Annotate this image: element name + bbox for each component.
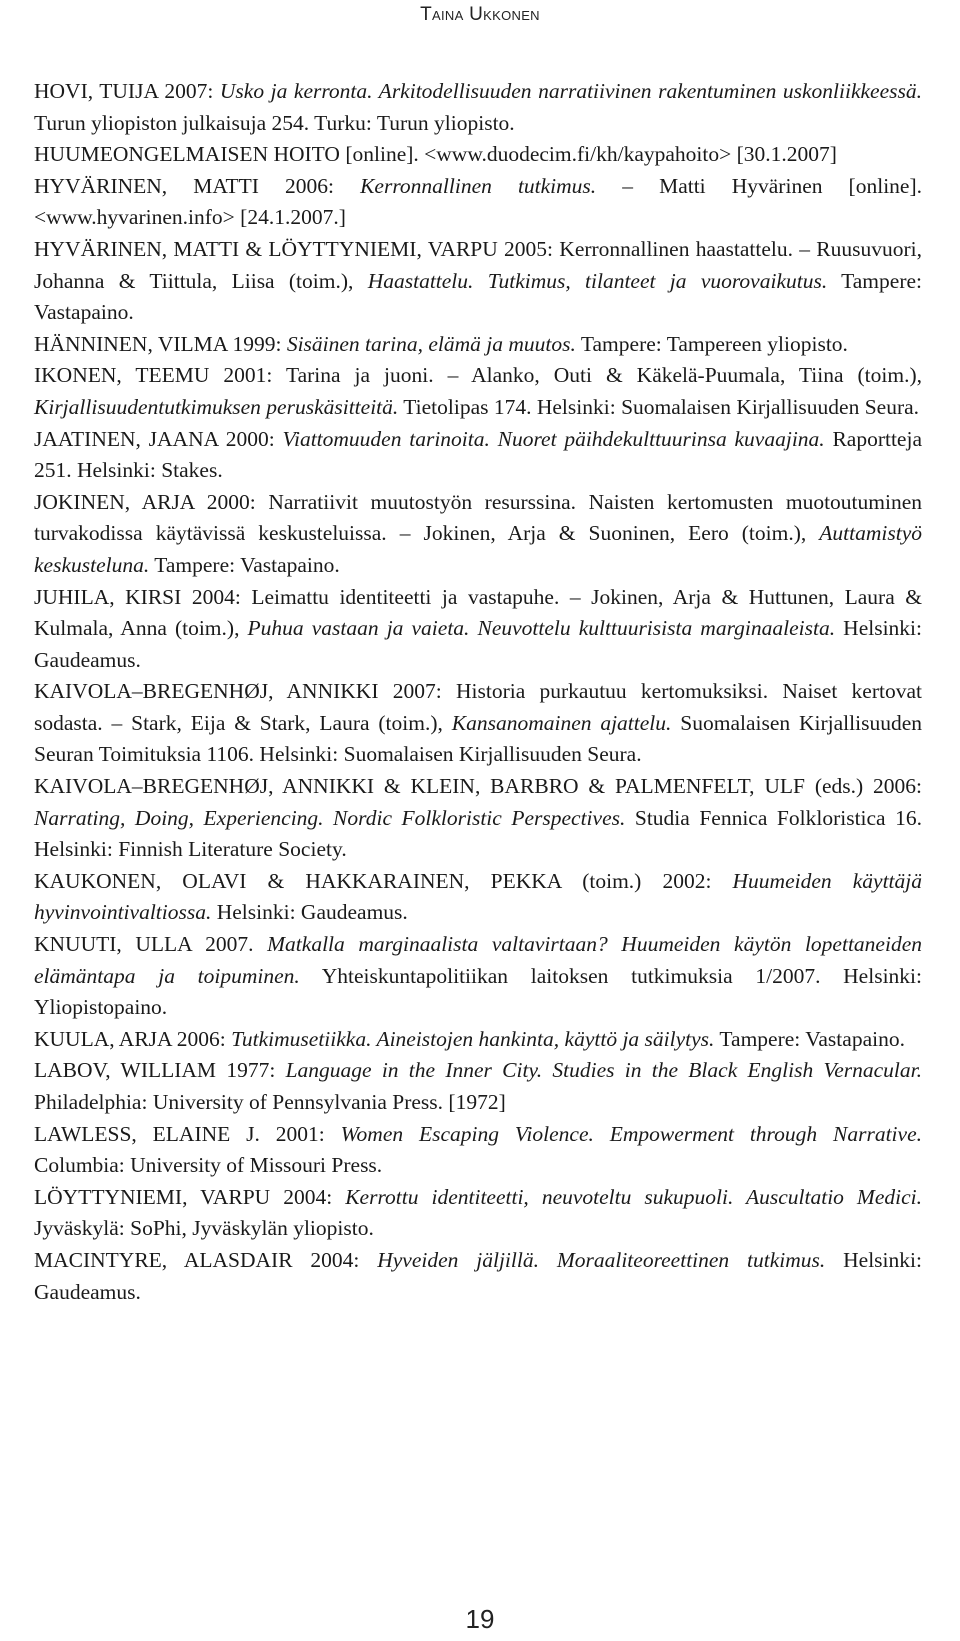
reference-title: Kirjallisuudentutkimuksen peruskäsitteitä. xyxy=(34,394,399,419)
reference-text: 2004: Leimattu identiteetti ja vastapuhe. – Jokinen, Arja & Huttunen, Laura & Kulmala, Anna (toim.), xyxy=(34,584,922,641)
reference-author: LÖYTTYNIEMI, VARPU xyxy=(34,1184,271,1209)
reference-text: Raportteja 251. Helsinki: Stakes. xyxy=(34,426,922,483)
reference-entry xyxy=(34,1055,922,1118)
reference-entry xyxy=(34,771,922,866)
reference-author: KAUKONEN, OLAVI & HAKKARAINEN, PEKKA xyxy=(34,868,562,893)
reference-author: LABOV, WILLIAM xyxy=(34,1058,217,1083)
reference-author: JOKINEN, ARJA xyxy=(34,489,195,514)
reference-text: 2000: xyxy=(217,426,283,451)
reference-title: Narrating, Doing, Experiencing. Nordic Folkloristic Perspectives. xyxy=(34,805,626,830)
reference-entry xyxy=(34,866,922,929)
reference-text: Helsinki: Gaudeamus. xyxy=(211,900,408,925)
reference-title: Usko ja kerronta. Arkitodellisuuden narratiivinen rakentuminen uskonliikkeessä. xyxy=(219,79,922,103)
reference-title: Matkalla marginaalista valtavirtaan? Huumeiden käytön lopettaneiden elämäntapa ja toipuminen. xyxy=(34,932,922,988)
reference-text: 2004: xyxy=(270,1184,346,1209)
reference-title: Kerronnallinen tutkimus. xyxy=(360,173,597,198)
reference-entry xyxy=(34,676,922,771)
reference-entry xyxy=(34,171,922,234)
reference-author: MACINTYRE, ALASDAIR xyxy=(34,1247,293,1272)
reference-text: Jyväskylä: SoPhi, Jyväskylän yliopisto. xyxy=(34,1216,374,1241)
reference-title: Kansanomainen ajattelu. xyxy=(451,710,672,735)
reference-entry xyxy=(34,1024,922,1056)
reference-title: Haastattelu. Tutkimus, tilanteet ja vuorovaikutus. xyxy=(367,268,828,293)
reference-text: 2007. xyxy=(191,932,268,957)
reference-text: Yhteiskuntapolitiikan laitoksen tutkimuksia 1/2007. Helsinki: Yliopistopaino. xyxy=(34,963,922,1020)
reference-entry xyxy=(34,1182,922,1245)
page-number: 19 xyxy=(465,1604,495,1634)
reference-text: Turun yliopiston julkaisuja 254. Turku: Turun yliopisto. xyxy=(34,110,515,135)
reference-text: – Matti Hyvärinen [online]. <www.hyvarinen.info> [24.1.2007.] xyxy=(34,173,922,230)
reference-author: JAATINEN, JAANA xyxy=(34,426,218,451)
reference-list xyxy=(34,76,922,1308)
reference-author: KUULA, ARJA xyxy=(34,1026,172,1051)
reference-text: 1977: xyxy=(216,1058,286,1083)
reference-entry xyxy=(34,360,922,423)
reference-title: Tutkimusetiikka. Aineistojen hankinta, käyttö ja säilytys. xyxy=(231,1026,715,1051)
reference-entry xyxy=(34,234,922,329)
reference-text: 2001: xyxy=(259,1121,341,1146)
reference-author: KNUUTI, ULLA xyxy=(34,932,192,957)
reference-text: Helsinki: Gaudeamus. xyxy=(34,616,922,672)
reference-text: (toim.) 2002: xyxy=(561,868,733,893)
reference-entry xyxy=(34,329,922,361)
reference-author: HÄNNINEN, VILMA xyxy=(34,331,228,356)
reference-title: Sisäinen tarina, elämä ja muutos. xyxy=(286,331,576,356)
reference-text: Tampere: Vastapaino. xyxy=(34,268,922,325)
reference-text: Columbia: University of Missouri Press. xyxy=(34,1153,383,1178)
reference-author: HUUMEONGELMAISEN HOITO xyxy=(34,142,340,167)
reference-text: (eds.) 2006: xyxy=(805,774,922,799)
reference-text: 2007: Historia purkautuu kertomuksiksi. Naiset kertovat sodasta. – Stark, Eija & Stark, Laura (toim.), xyxy=(34,679,922,735)
reference-text: Tampere: Vastapaino. xyxy=(149,552,340,577)
reference-text: 2000: Narratiivit muutostyön resurssina. Naisten kertomusten muotoutuminen turvakodissa käytävissä keskusteluissa. – Jokinen, Arja & Suoninen, Eero (toim.), xyxy=(34,489,923,546)
reference-author: HYVÄRINEN, MATTI xyxy=(34,173,259,198)
reference-entry xyxy=(34,76,922,139)
reference-author: JUHILA, KIRSI xyxy=(34,584,182,609)
reference-text: 2001: Tarina ja juoni. – Alanko, Outi & Käkelä-Puumala, Tiina (toim.), xyxy=(209,363,922,388)
reference-text: [online]. <www.duodecim.fi/kh/kaypahoito> [30.1.2007] xyxy=(339,142,837,167)
reference-text: 2007: xyxy=(157,79,220,103)
reference-title: Huumeiden käyttäjä hyvinvointivaltiossa. xyxy=(34,868,922,925)
reference-author: HOVI, TUIJA xyxy=(34,79,158,103)
reference-entry xyxy=(34,1245,922,1308)
reference-author: IKONEN, TEEMU xyxy=(34,363,210,388)
reference-author: HYVÄRINEN, MATTI & LÖYTTYNIEMI, VARPU xyxy=(34,236,498,261)
reference-title: Viattomuuden tarinoita. Nuoret päihdekulttuurinsa kuvaajina. xyxy=(282,426,825,451)
reference-text: Tampere: Tampereen yliopisto. xyxy=(575,331,848,356)
reference-entry xyxy=(34,424,922,487)
running-header: Taina Ukkonen xyxy=(420,4,540,25)
reference-entry xyxy=(34,582,922,677)
reference-text: Philadelphia: University of Pennsylvania Press. [1972] xyxy=(34,1090,506,1114)
reference-title: Puhua vastaan ja vaieta. Neuvottelu kulttuurisista marginaaleista. xyxy=(247,616,836,641)
reference-title: Language in the Inner City. Studies in the Black English Vernacular. xyxy=(285,1058,922,1083)
reference-text: Tampere: Vastapaino. xyxy=(714,1026,905,1051)
reference-entry xyxy=(34,139,922,171)
reference-entry xyxy=(34,929,922,1024)
reference-text: 2006: xyxy=(171,1026,232,1051)
reference-title: Hyveiden jäljillä. Moraaliteoreettinen tutkimus. xyxy=(377,1247,826,1272)
reference-text: 2004: xyxy=(292,1247,378,1272)
reference-author: KAIVOLA–BREGENHØJ, ANNIKKI & KLEIN, BARBRO & PALMENFELT, ULF xyxy=(34,774,805,799)
reference-text: 2005: Kerronnallinen haastattelu. – Ruusuvuori, Johanna & Tiittula, Liisa (toim.), xyxy=(34,236,922,293)
reference-author: KAIVOLA–BREGENHØJ, ANNIKKI xyxy=(34,679,379,704)
reference-text: Studia Fennica Folkloristica 16. Helsinki: Finnish Literature Society. xyxy=(34,805,922,862)
reference-entry xyxy=(34,487,922,582)
reference-title: Kerrottu identiteetti, neuvoteltu sukupuoli. Auscultatio Medici. xyxy=(345,1184,922,1209)
reference-title: Auttamistyö keskusteluna. xyxy=(34,521,922,577)
reference-text: Suomalaisen Kirjallisuuden Seuran Toimituksia 1106. Helsinki: Suomalaisen Kirjallisuuden Seura. xyxy=(34,710,922,767)
reference-entry xyxy=(34,1119,922,1182)
reference-text: Tietolipas 174. Helsinki: Suomalaisen Kirjallisuuden Seura. xyxy=(398,394,920,419)
reference-text: Helsinki: Gaudeamus. xyxy=(34,1247,922,1304)
reference-title: Women Escaping Violence. Empowerment through Narrative. xyxy=(340,1121,922,1146)
reference-text: 2006: xyxy=(258,173,361,198)
reference-author: LAWLESS, ELAINE J. xyxy=(34,1121,260,1146)
reference-text: 1999: xyxy=(227,331,287,356)
